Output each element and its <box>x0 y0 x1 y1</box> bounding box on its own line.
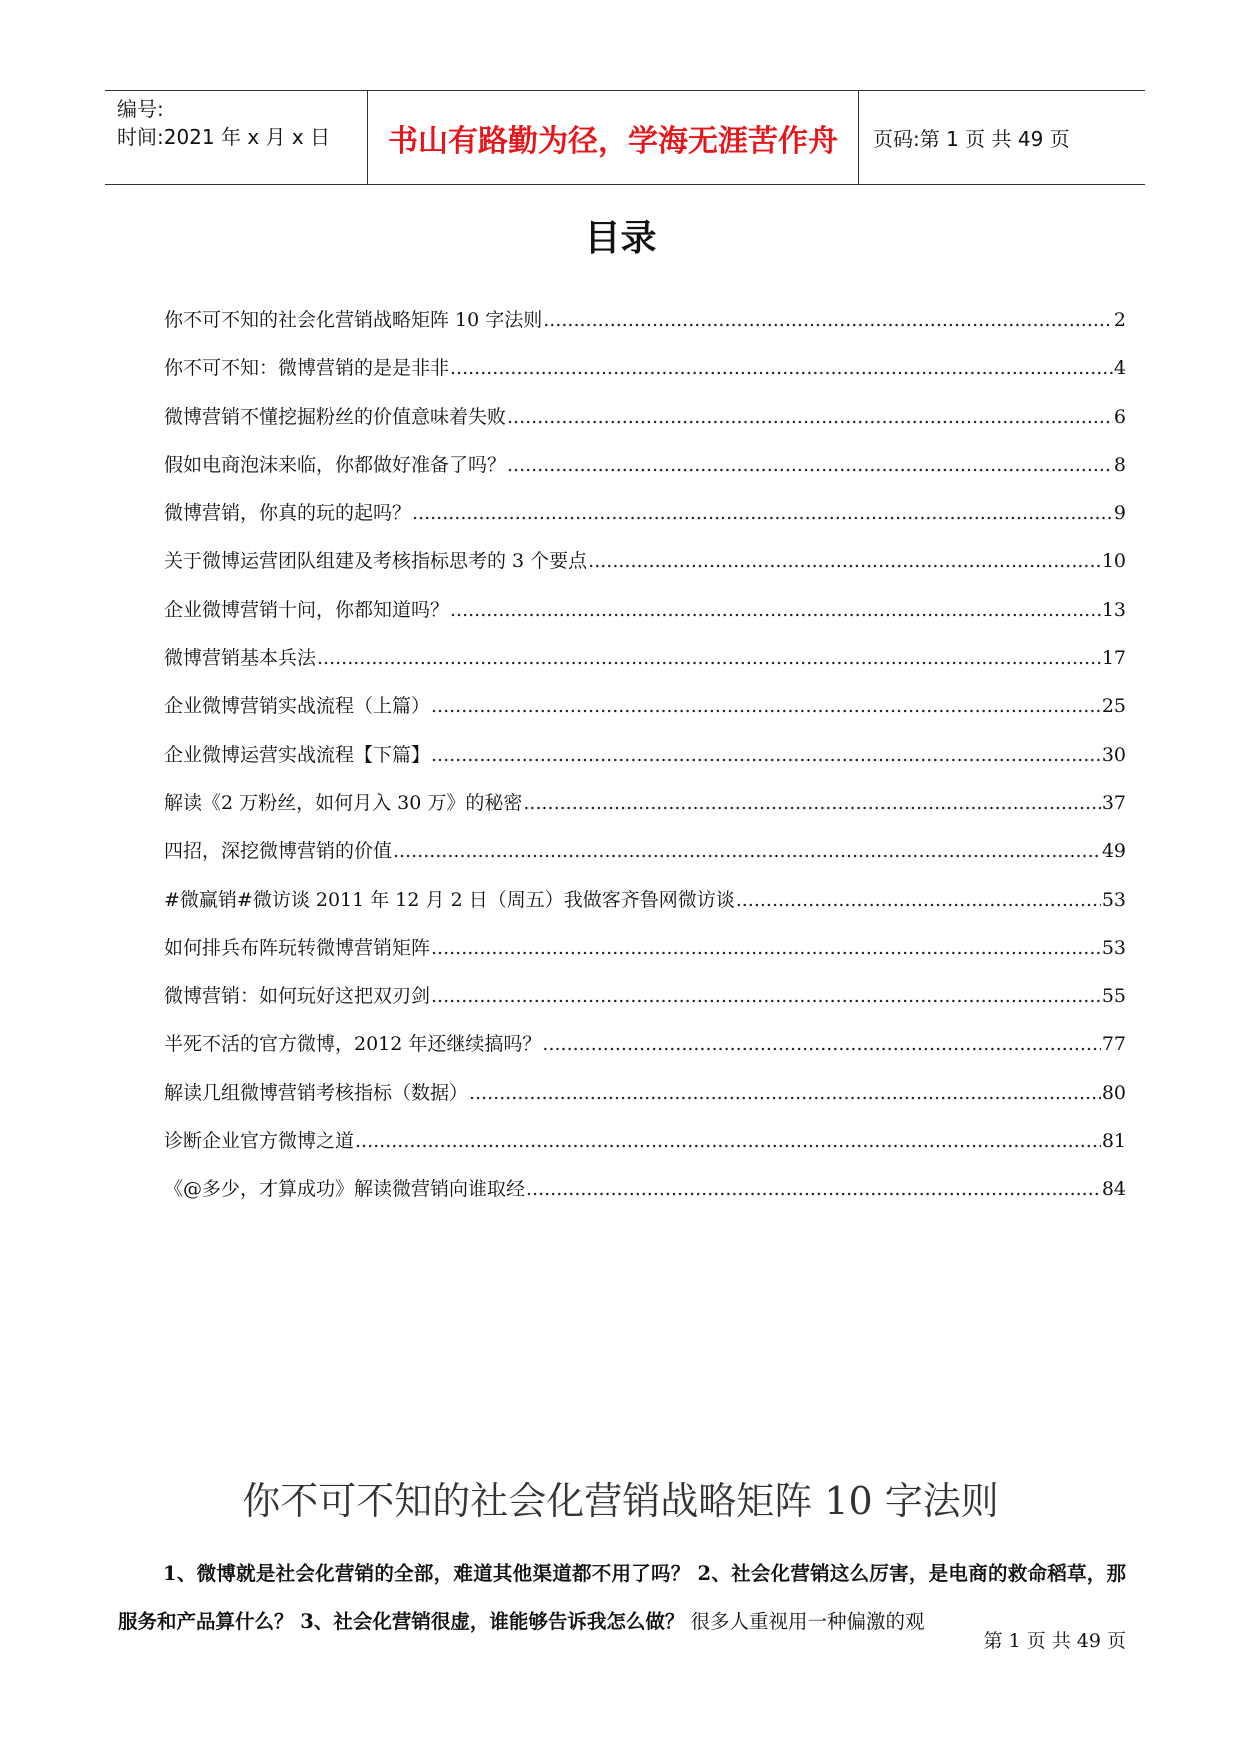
toc-entry-page: 53 <box>1101 936 1126 959</box>
toc-entry[interactable] <box>164 546 1126 594</box>
toc-dot-leader <box>355 1130 1101 1152</box>
toc-dot-leader <box>507 454 1113 476</box>
header-meta-cell <box>105 91 368 184</box>
toc-entry-page: 4 <box>1113 357 1126 380</box>
toc-dot-leader <box>431 695 1101 717</box>
toc-entry-page: 84 <box>1101 1178 1126 1201</box>
toc-entry-page: 2 <box>1113 309 1126 331</box>
toc-entry-title: 四招，深挖微博营销的价值 <box>164 840 393 863</box>
toc-dot-leader <box>431 744 1101 766</box>
toc-dot-leader <box>431 985 1101 1007</box>
toc-dot-leader <box>412 502 1113 524</box>
toc-dot-leader <box>469 1082 1101 1104</box>
toc-dot-leader <box>393 840 1101 862</box>
toc-entry-title: 如何排兵布阵玩转微博营销矩阵 <box>164 936 431 959</box>
toc-dot-leader <box>526 1178 1101 1200</box>
toc-entry-page: 81 <box>1101 1130 1126 1153</box>
toc-entry-page: 37 <box>1101 791 1126 814</box>
header-motto: 书山有路勤为径，学海无涯苦作舟 <box>368 91 859 184</box>
page-header-table <box>105 90 1145 185</box>
section-paragraph <box>118 1550 1126 1646</box>
toc-entry-title: 企业微博运营实战流程【下篇】 <box>164 743 431 766</box>
toc-entry[interactable] <box>164 305 1126 353</box>
table-of-contents <box>164 305 1126 1223</box>
toc-dot-leader <box>588 550 1101 572</box>
toc-entry-page: 77 <box>1101 1033 1126 1056</box>
toc-entry-page: 55 <box>1101 985 1126 1008</box>
toc-entry-title: 关于微博运营团队组建及考核指标思考的 3 个要点 <box>164 550 588 573</box>
toc-dot-leader <box>507 406 1113 428</box>
toc-entry-title: 解读《2 万粉丝，如何月入 30 万》的秘密 <box>164 791 523 814</box>
toc-entry-page: 8 <box>1113 453 1126 476</box>
toc-entry-page: 49 <box>1101 840 1126 863</box>
toc-entry[interactable] <box>164 691 1126 739</box>
toc-entry-title: 解读几组微博营销考核指标（数据） <box>164 1081 469 1104</box>
toc-entry[interactable] <box>164 1126 1126 1174</box>
toc-entry-page: 10 <box>1101 550 1126 573</box>
toc-entry-title: 微博营销，你真的玩的起吗？ <box>164 502 412 525</box>
toc-entry[interactable] <box>164 788 1126 836</box>
toc-entry-page: 25 <box>1101 695 1126 718</box>
toc-entry-title: 企业微博营销实战流程（上篇） <box>164 695 431 718</box>
toc-entry[interactable] <box>164 1174 1126 1222</box>
date-label: 时间:2021 年 x 月 x 日 <box>117 125 331 149</box>
toc-entry[interactable] <box>164 1029 1126 1077</box>
toc-entry-title: 企业微博营销十问，你都知道吗？ <box>164 598 450 621</box>
toc-entry[interactable] <box>164 885 1126 933</box>
toc-entry[interactable] <box>164 402 1126 450</box>
toc-entry[interactable] <box>164 450 1126 498</box>
header-page-info: 页码:第 1 页 共 49 页 <box>873 127 1070 151</box>
toc-dot-leader <box>431 937 1101 959</box>
toc-title: 目录 <box>584 218 657 259</box>
page-footer: 第 1 页 共 49 页 <box>983 1630 1126 1652</box>
toc-entry-title: 微博营销：如何玩好这把双刃剑 <box>164 985 431 1008</box>
toc-entry-title: 微博营销不懂挖掘粉丝的价值意味着失败 <box>164 405 507 428</box>
toc-entry[interactable] <box>164 740 1126 788</box>
toc-dot-leader <box>736 889 1101 911</box>
toc-entry-title: 诊断企业官方微博之道 <box>164 1130 355 1153</box>
toc-entry-page: 9 <box>1113 502 1126 525</box>
toc-dot-leader <box>523 792 1100 814</box>
toc-entry-page: 80 <box>1101 1081 1126 1104</box>
toc-entry-title: 《@多少，才算成功》解读微营销向谁取经 <box>164 1178 526 1201</box>
toc-entry[interactable] <box>164 353 1126 401</box>
paragraph-text: 很多人重视用一种偏激的观 <box>684 1610 925 1633</box>
toc-entry[interactable] <box>164 981 1126 1029</box>
toc-entry-title: 半死不活的官方微博，2012 年还继续搞吗？ <box>164 1033 542 1056</box>
toc-entry[interactable] <box>164 933 1126 981</box>
toc-entry-page: 6 <box>1113 405 1126 428</box>
section-title: 你不可不知的社会化营销战略矩阵 10 字法则 <box>242 1479 999 1523</box>
toc-entry[interactable] <box>164 836 1126 884</box>
toc-entry-page: 30 <box>1101 743 1126 766</box>
toc-entry-page: 17 <box>1101 647 1126 670</box>
toc-dot-leader <box>317 647 1101 669</box>
toc-entry-page: 53 <box>1101 888 1126 911</box>
toc-dot-leader <box>543 309 1113 331</box>
toc-entry-title: 假如电商泡沫来临，你都做好准备了吗？ <box>164 453 507 476</box>
toc-entry-title: 你不可不知：微博营销的是是非非 <box>164 357 450 380</box>
toc-entry[interactable] <box>164 1078 1126 1126</box>
toc-entry-title: #微赢销#微访谈 2011 年 12 月 2 日（周五）我做客齐鲁网微访谈 <box>164 888 735 911</box>
paragraph-bold-questions: 1、微博就是社会化营销的全部，难道其他渠道都不用了吗？ 2、社会化营销这么厉害，是电商的救命稻草，那服务和产品算什么？ 3、社会化营销很虚，谁能够告诉我怎么做？ <box>118 1562 1126 1633</box>
toc-dot-leader <box>450 599 1101 621</box>
toc-entry[interactable] <box>164 498 1126 546</box>
toc-entry-title: 你不可不知的社会化营销战略矩阵 10 字法则 <box>164 309 543 331</box>
toc-entry[interactable] <box>164 595 1126 643</box>
toc-entry-page: 13 <box>1101 598 1126 621</box>
toc-dot-leader <box>542 1033 1100 1055</box>
toc-entry-title: 微博营销基本兵法 <box>164 647 317 670</box>
toc-dot-leader <box>450 357 1113 379</box>
toc-entry[interactable] <box>164 643 1126 691</box>
number-label: 编号: <box>117 97 164 121</box>
